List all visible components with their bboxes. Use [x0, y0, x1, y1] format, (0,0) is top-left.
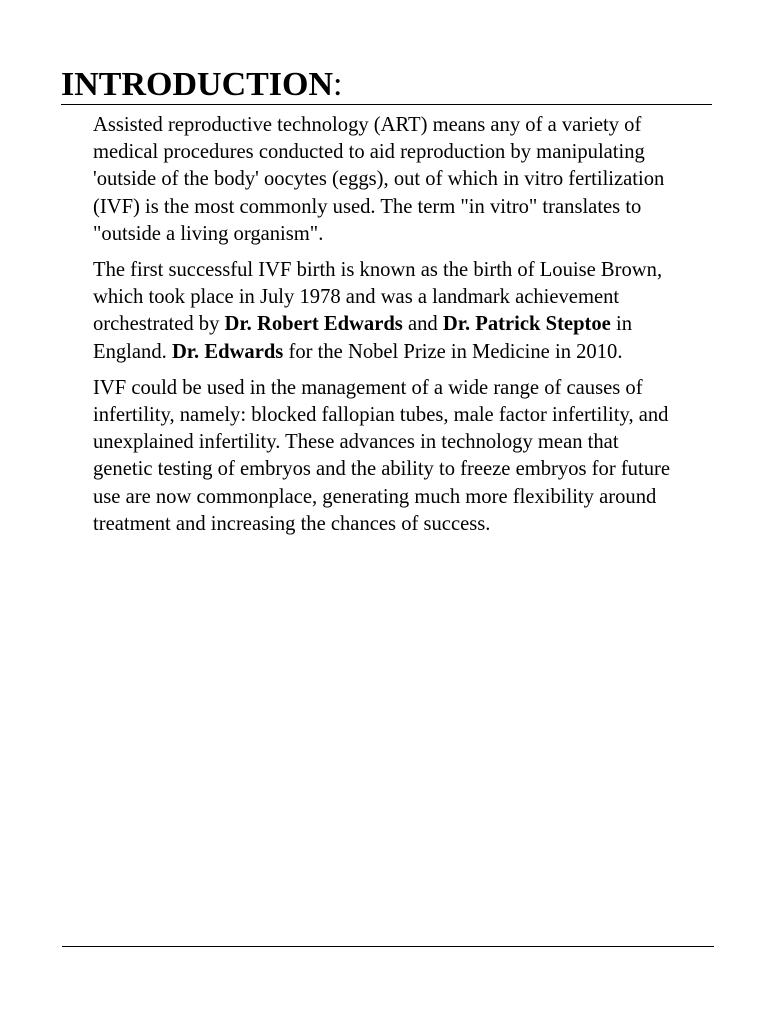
footer-divider [62, 946, 714, 947]
paragraph-text: for the Nobel Prize in Medicine in 2010. [283, 340, 623, 363]
heading-row [61, 66, 712, 105]
body-text [93, 112, 683, 547]
paragraph-first-ivf-birth [93, 257, 683, 366]
section-heading [61, 66, 712, 104]
bold-name-patrick-steptoe: Dr. Patrick Steptoe [442, 313, 611, 336]
paragraph-text: and [402, 313, 443, 336]
paragraph-text: in England. [93, 313, 632, 363]
section-heading-word: INTRODUCTION [61, 66, 334, 103]
bold-name-edwards: Dr. Edwards [171, 340, 284, 363]
paragraph-art-definition: Assisted reproductive technology (ART) means any of a variety of medical procedures conducted to aid reproduction by manipulating 'outside of the body' oocytes (eggs), out of which in vitro fertilization (IVF) is the most commonly used. The term "in vitro" translates to "outside a living organism". [93, 114, 665, 245]
bold-name-robert-edwards: Dr. Robert Edwards [224, 313, 403, 336]
paragraph-text: The first successful IVF birth is known as the birth of Louise Brown, which took place in July 1978 and was a landmark achievement orchestrated by [93, 259, 663, 336]
section-heading-colon: : [333, 66, 343, 103]
paragraph-ivf-uses: IVF could be used in the management of a wide range of causes of infertility, namely: blocked fallopian tubes, male factor infertility, and unexplained infertility. These advances in technology mean that genetic testing of embryos and the ability to freeze embryos for future use are now commonplace, generating much more flexibility around treatment and increasing the chances of success. [93, 376, 670, 535]
